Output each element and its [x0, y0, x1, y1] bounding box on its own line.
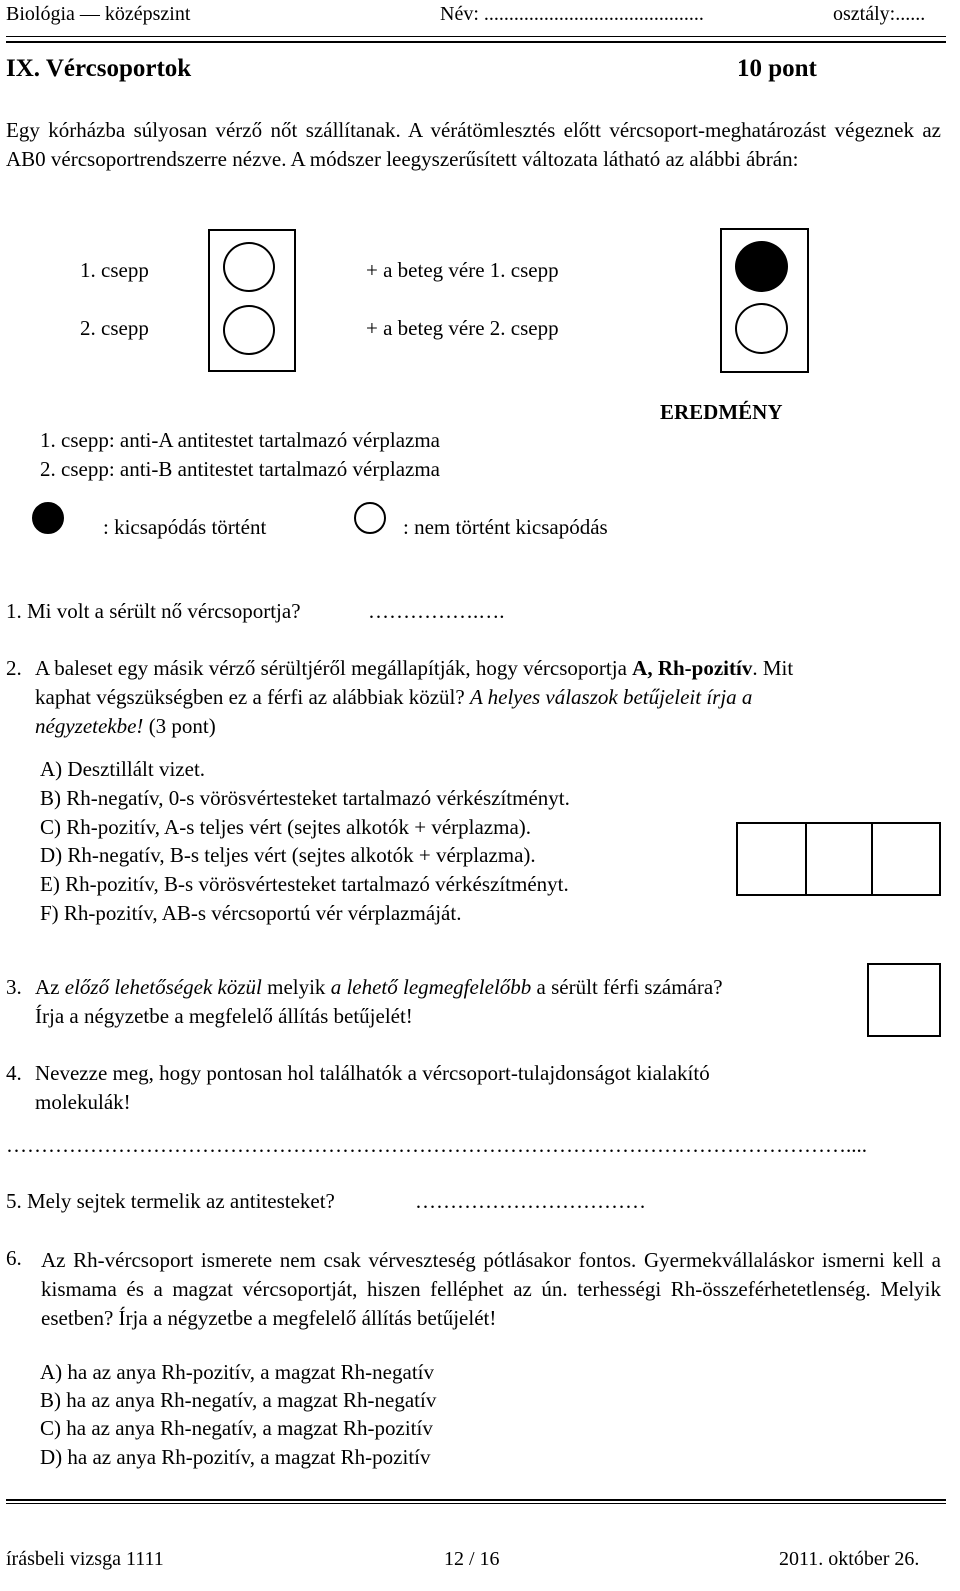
- legend-line-2: 2. csepp: anti-B antitestet tartalmazó vérplazma: [40, 457, 441, 481]
- q3-line-2: Írja a négyzetbe a megfelelő állítás betűjelét!: [35, 1004, 413, 1028]
- q6-option-c: C) ha az anya Rh-negatív, a magzat Rh-pozitív: [40, 1416, 433, 1440]
- result-label: EREDMÉNY: [660, 400, 783, 424]
- sample-drop-2-empty: [223, 305, 275, 355]
- q2-option-b: B) Rh-negatív, 0-s vörösvértesteket tartalmazó vérkészítményt.: [40, 786, 570, 810]
- q4-line-1: Nevezze meg, hogy pontosan hol találhatók a vércsoport-tulajdonságot kialakító: [35, 1061, 710, 1085]
- q2-option-f: F) Rh-pozitív, AB-s vércsoportú vér vérplazmáját.: [40, 901, 462, 925]
- result-drop-1-filled: [735, 241, 788, 292]
- q2-option-e: E) Rh-pozitív, B-s vörösvértesteket tartalmazó vérkészítményt.: [40, 872, 569, 896]
- q6-option-a: A) ha az anya Rh-pozitív, a magzat Rh-negatív: [40, 1360, 434, 1384]
- q2-line-1: A baleset egy másik vérző sérültjéről megállapítják, hogy vércsoportja A, Rh-pozitív. Mit: [35, 656, 794, 680]
- intro-paragraph: Egy kórházba súlyosan vérző nőt szállítanak. A vérátömlesztés előtt vércsoport-meghatározást végeznek az AB0 vércsoportrendszerre nézve. A módszer leegyszerűsített változata látható az alábbi ábrán:: [6, 118, 941, 171]
- header-class-label: osztály:......: [833, 3, 926, 25]
- q4-line-2: molekulák!: [35, 1090, 131, 1114]
- footer-left: írásbeli vizsga 1111: [6, 1548, 164, 1570]
- q6-text: Az Rh-vércsoport ismerete nem csak vérveszteség pótlásakor fontos. Gyermekvállaláskor ismerni kell a kismama és a magzat vércsoportját, hiszen felléphet az ún. terhességi Rh-összeférhetetlenség. Melyik esetben? Írja a négyzetbe a megfelelő állítás betűjelét!: [41, 1248, 941, 1330]
- q2-line-3: négyzetekbe! (3 pont): [35, 714, 216, 738]
- q2-answer-box-1[interactable]: [736, 822, 807, 896]
- q2-option-d: D) Rh-negatív, B-s teljes vért (sejtes alkotók + vérplazma).: [40, 843, 536, 867]
- diagram-row2-label: 2. csepp: [80, 316, 149, 340]
- legend-empty-label: : nem történt kicsapódás: [403, 515, 608, 539]
- legend-line-1: 1. csepp: anti-A antitestet tartalmazó vérplazma: [40, 428, 441, 452]
- legend-filled-circle: [32, 502, 64, 534]
- legend-filled-label: : kicsapódás történt: [103, 515, 267, 539]
- q2-answer-box-2[interactable]: [805, 822, 873, 896]
- footer-rule: [6, 1503, 946, 1504]
- section-points: 10 pont: [737, 55, 817, 82]
- q6-option-b: B) ha az anya Rh-negatív, a magzat Rh-negatív: [40, 1388, 437, 1412]
- footer-date: 2011. október 26.: [779, 1548, 920, 1570]
- header-name-label: Név: ............................................: [440, 3, 704, 25]
- q3-line-1: Az előző lehetőségek közül melyik a lehető legmegfelelőbb a sérült férfi számára?: [35, 975, 723, 999]
- q5-text: 5. Mely sejtek termelik az antitesteket?: [6, 1189, 335, 1213]
- diagram-row2-mid: + a beteg vére 2. csepp: [366, 316, 559, 340]
- q4-answer-line[interactable]: …………………………………………………………………………………………………………....: [6, 1133, 867, 1157]
- header-rule-thick: [6, 41, 946, 43]
- section-title: IX. Vércsoportok: [6, 55, 192, 82]
- header-subject: Biológia — középszint: [6, 3, 191, 25]
- q4-number: 4.: [6, 1061, 22, 1085]
- sample-drop-1-empty: [223, 242, 275, 292]
- legend-empty-circle: [354, 502, 386, 534]
- footer-rule-thick: [6, 1499, 946, 1501]
- diagram-row1-label: 1. csepp: [80, 258, 149, 282]
- q2-number: 2.: [6, 656, 22, 680]
- q2-line-2: kaphat végszükségben ez a férfi az alábbiak közül? A helyes válaszok betűjeleit írja a: [35, 685, 753, 709]
- q2-option-c: C) Rh-pozitív, A-s teljes vért (sejtes alkotók + vérplazma).: [40, 815, 532, 839]
- q1-answer-line[interactable]: …………….….: [368, 599, 505, 623]
- diagram-row1-mid: + a beteg vére 1. csepp: [366, 258, 559, 282]
- q3-number: 3.: [6, 975, 22, 999]
- q5-answer-line[interactable]: ……………………………: [415, 1189, 646, 1213]
- result-drop-2-empty: [735, 303, 788, 354]
- q2-option-a: A) Desztillált vizet.: [40, 757, 206, 781]
- q6-number: 6.: [6, 1246, 22, 1270]
- q6-option-d: D) ha az anya Rh-pozitív, a magzat Rh-pozitív: [40, 1445, 431, 1469]
- q2-answer-box-3[interactable]: [871, 822, 941, 896]
- footer-page: 12 / 16: [444, 1548, 500, 1570]
- q1-text: 1. Mi volt a sérült nő vércsoportja?: [6, 599, 301, 623]
- q3-answer-box[interactable]: [867, 963, 941, 1037]
- header-rule: [6, 36, 946, 37]
